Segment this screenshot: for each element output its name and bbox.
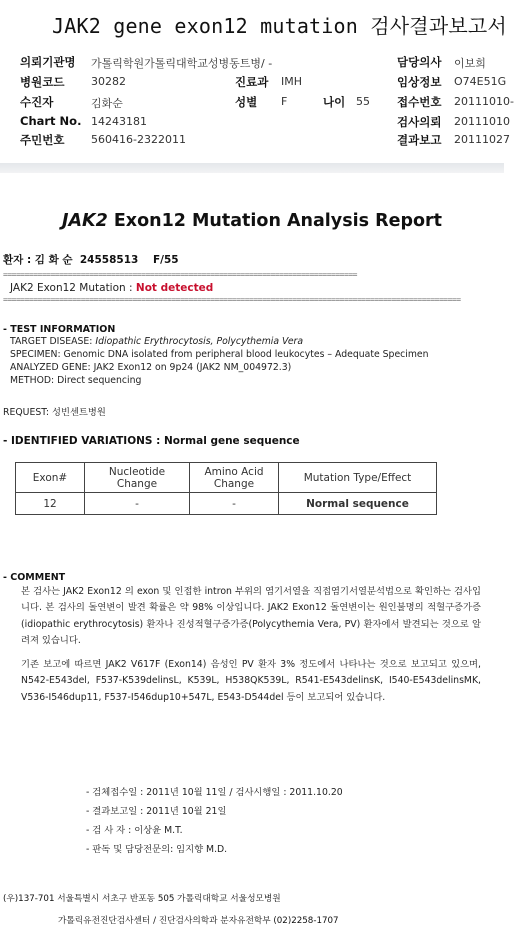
comment-paragraph: 기존 보고에 따르면 JAK2 V617F (Exon14) 음성인 PV 환자 3% 정도에서 나타나는 것으로 보고되고 있으며, N542-E543del, F537-K539delinsL, K539L, H538QK539L, R541-E543delinsK, I540-E543delinsMK, V536-I546dup11, F537-I546dup10+547L, E543-D544del 등이 보고되어 있습니다. [21, 659, 481, 703]
target-disease [10, 336, 303, 347]
chart-no-label: Chart No. [20, 114, 82, 128]
result-value: Not detected [135, 282, 214, 294]
receipt-no-label: 접수번호 [397, 95, 442, 109]
section-divider [0, 163, 504, 173]
table-header-row [16, 463, 437, 493]
chart-no-value: 14243181 [91, 115, 147, 128]
hospital-code-value: 30282 [91, 75, 126, 88]
detail-line: - 검 사 자 : 이상윤 M.T. [86, 825, 183, 836]
hospital-code-label: 병원코드 [20, 75, 65, 89]
comment-paragraph: 본 검사는 JAK2 Exon12 의 exon 및 인접한 intron 부위의 염기서열을 직접염기서열분석법으로 확인하는 검사입니다. 본 검사의 돌연변이 발견 확률은 약 98% 이상입니다. JAK2 Exon12 돌연변이는 원인불명의 적혈구증가증(idiopathic erythrocytosis) 환자나 진성적혈구증가증(Polycythemia Vera, PV) 환자에서 발견되는 것으로 알려져 있습니다. [21, 586, 481, 646]
sex-value: F [281, 95, 288, 108]
patient-line-id: 24558513 [79, 254, 139, 266]
request-date-label: 검사의뢰 [397, 115, 442, 129]
request-date-value: 20111010 [454, 115, 510, 128]
patient-line-name: 환자 : 김 화 순 [3, 254, 73, 266]
detail-line: - 판독 및 담당전문의: 임지향 M.D. [86, 844, 228, 855]
method: METHOD: Direct sequencing [10, 375, 142, 386]
age-label: 나이 [323, 95, 346, 109]
footer-center: 가톨릭유전진단검사센터 / 진단검사의학과 분자유전학부 (02)2258-1707 [58, 916, 339, 926]
result-label: JAK2 Exon12 Mutation : [10, 282, 136, 294]
patient-line-sexage: F/55 [152, 254, 179, 266]
id-no-value: 560416-2322011 [91, 133, 186, 146]
variations-heading: - IDENTIFIED VARIATIONS : Normal gene sequence [3, 435, 300, 447]
age-value: 55 [356, 95, 370, 108]
document-title: JAK2 gene exon12 mutation 검사결과보고서 [52, 14, 507, 38]
result-line [10, 282, 213, 294]
table-row [16, 493, 437, 515]
table-cell: - [85, 493, 190, 515]
table-header-cell: Amino Acid Change [190, 463, 279, 493]
patient-label: 수진자 [20, 95, 54, 109]
id-no-label: 주민번호 [20, 133, 65, 147]
table-cell: 12 [16, 493, 85, 515]
table-header-cell: Exon# [16, 463, 85, 493]
institution-value: 가톨릭학원가톨릭대학교성병동트병/ - [91, 57, 273, 70]
footer-address: (우)137-701 서울특별시 서초구 반포동 505 가톨릭대학교 서울성모병원 [3, 894, 281, 904]
patient-line [3, 252, 179, 267]
detail-line: - 검체접수일 : 2011년 10월 11일 / 검사시행일 : 2011.10.20 [86, 787, 343, 798]
comment-heading: - COMMENT [3, 572, 66, 583]
separator-line: ================================================================================== [3, 270, 357, 279]
report-title-gene: JAK2 [61, 211, 108, 231]
request: REQUEST: 성빈센트병원 [3, 407, 106, 418]
institution-label: 의뢰기관명 [20, 55, 76, 69]
target-disease-value: Idiopathic Erythrocytosis, Polycythemia Vera [95, 336, 304, 347]
table-header-cell: Mutation Type/Effect [279, 463, 437, 493]
table-header-cell: Nucleotide Change [85, 463, 190, 493]
patient-value: 김화순 [91, 97, 123, 110]
specimen: SPECIMEN: Genomic DNA isolated from peripheral blood leukocytes – Adequate Specimen [10, 349, 429, 360]
detail-line: - 결과보고일 : 2011년 10월 21일 [86, 806, 227, 817]
report-title [0, 211, 504, 231]
separator-line: ========================================================================================================== [3, 295, 461, 304]
department-value: IMH [281, 75, 303, 88]
report-date-label: 결과보고 [397, 133, 442, 147]
doctor-value: 이보희 [454, 57, 486, 70]
report-date-value: 20111027 [454, 133, 510, 146]
report-header [0, 0, 514, 165]
department-label: 진료과 [235, 75, 269, 89]
table-cell: - [190, 493, 279, 515]
report-body [0, 173, 504, 934]
sex-label: 성별 [235, 95, 258, 109]
doctor-label: 담당의사 [397, 55, 442, 69]
receipt-no-value: 20111010- [454, 95, 514, 108]
report-title-text: Exon12 Mutation Analysis Report [107, 211, 443, 231]
clinical-info-label: 임상정보 [397, 75, 442, 89]
target-disease-label: TARGET DISEASE: [10, 336, 96, 347]
clinical-info-value: O74E51G [454, 75, 507, 88]
variations-table [15, 462, 437, 515]
analyzed-gene: ANALYZED GENE: JAK2 Exon12 on 9p24 (JAK2 NM_004972.3) [10, 362, 292, 373]
test-info-heading: - TEST INFORMATION [3, 324, 116, 335]
table-cell: Normal sequence [279, 493, 437, 515]
